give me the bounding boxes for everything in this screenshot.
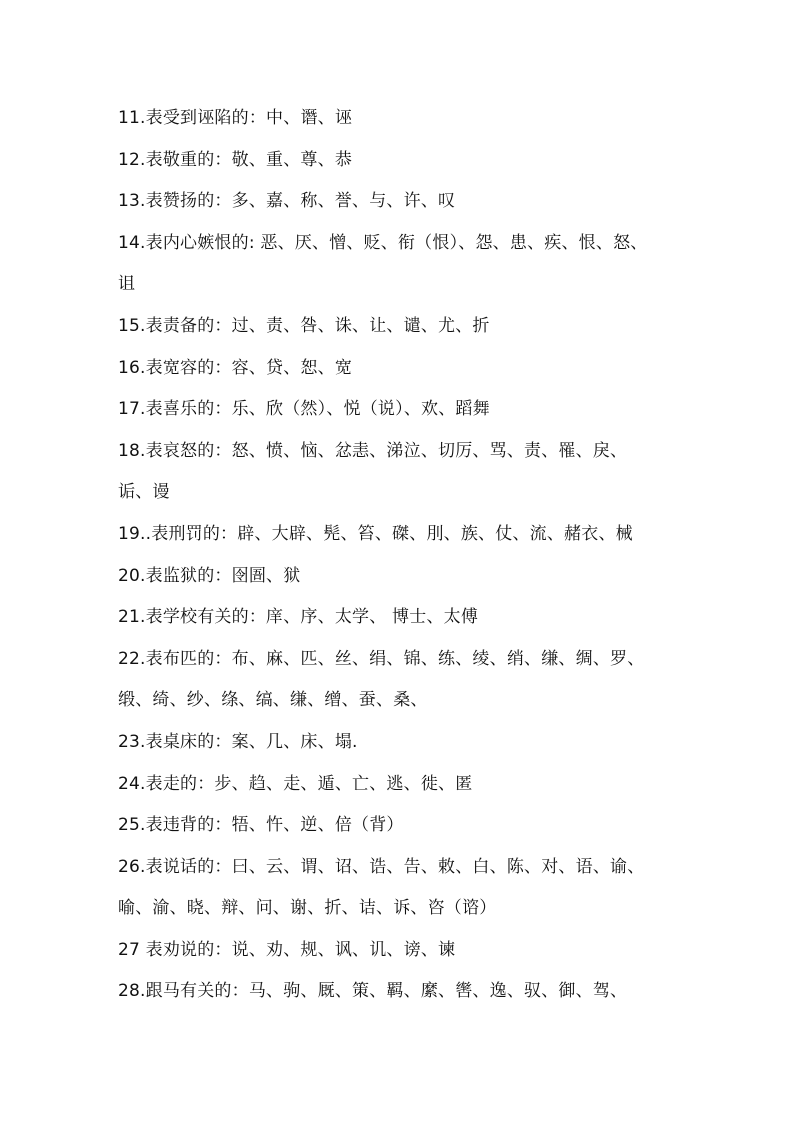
text-line: 12.表敬重的：敬、重、尊、恭: [118, 149, 353, 170]
text-line: 22.表布匹的：布、麻、匹、丝、绢、锦、练、绫、绡、缣、绸、罗、: [118, 648, 645, 669]
text-line: 11.表受到诬陷的：中、谮、诬: [118, 108, 353, 128]
text-line: 13.表赞扬的：多、嘉、称、誉、与、许、叹: [118, 191, 456, 212]
document-body: [118, 100, 708, 1015]
text-line: 26.表说话的：曰、云、谓、诏、诰、告、敕、白、陈、对、语、谕、: [118, 856, 645, 877]
text-line: 16.表宽容的：容、贷、恕、宽: [118, 357, 353, 378]
text-line: 21.表学校有关的：庠、序、太学、 博士、太傅: [118, 607, 479, 628]
text-line: 25.表违背的：牾、忤、逆、倍（背）: [118, 815, 404, 836]
text-line: 15.表责备的：过、责、咎、诛、让、谴、尤、折: [118, 315, 490, 336]
text-line: 14.表内心嫉恨的: 恶、厌、憎、贬、衔（恨）、怨、患、疾、恨、怒、: [118, 232, 648, 253]
text-line: 20.表监狱的：囹圄、狱: [118, 565, 301, 586]
text-line: 27 表劝说的：说、劝、规、讽、讥、谤、谏: [118, 939, 456, 960]
text-line: 诅: [118, 274, 136, 295]
text-line: 18.表哀怒的：怒、愤、恼、忿恚、涕泣、切厉、骂、责、罹、戾、: [118, 440, 628, 461]
text-line: 24.表走的：步、趋、走、遁、亡、逃、徙、匿: [118, 773, 473, 794]
text-line: 喻、渝、晓、辩、问、谢、折、诘、诉、咨（谘）: [118, 898, 497, 919]
text-line: 23.表桌床的：案、几、床、塌.: [118, 731, 358, 752]
text-line: 诟、谩: [118, 482, 170, 503]
text-line: 缎、绮、纱、绦、缟、缣、缯、蚕、桑、: [118, 690, 428, 711]
text-line: 17.表喜乐的：乐、欣（然）、悦（说）、欢、蹈舞: [118, 399, 490, 420]
text-line: 19..表刑罚的：辟、大辟、髡、笞、磔、刖、族、仗、流、赭衣、械: [118, 523, 633, 544]
text-line: 28.跟马有关的：马、驹、厩、策、羁、縻、辔、逸、驭、御、驾、: [118, 981, 628, 1002]
